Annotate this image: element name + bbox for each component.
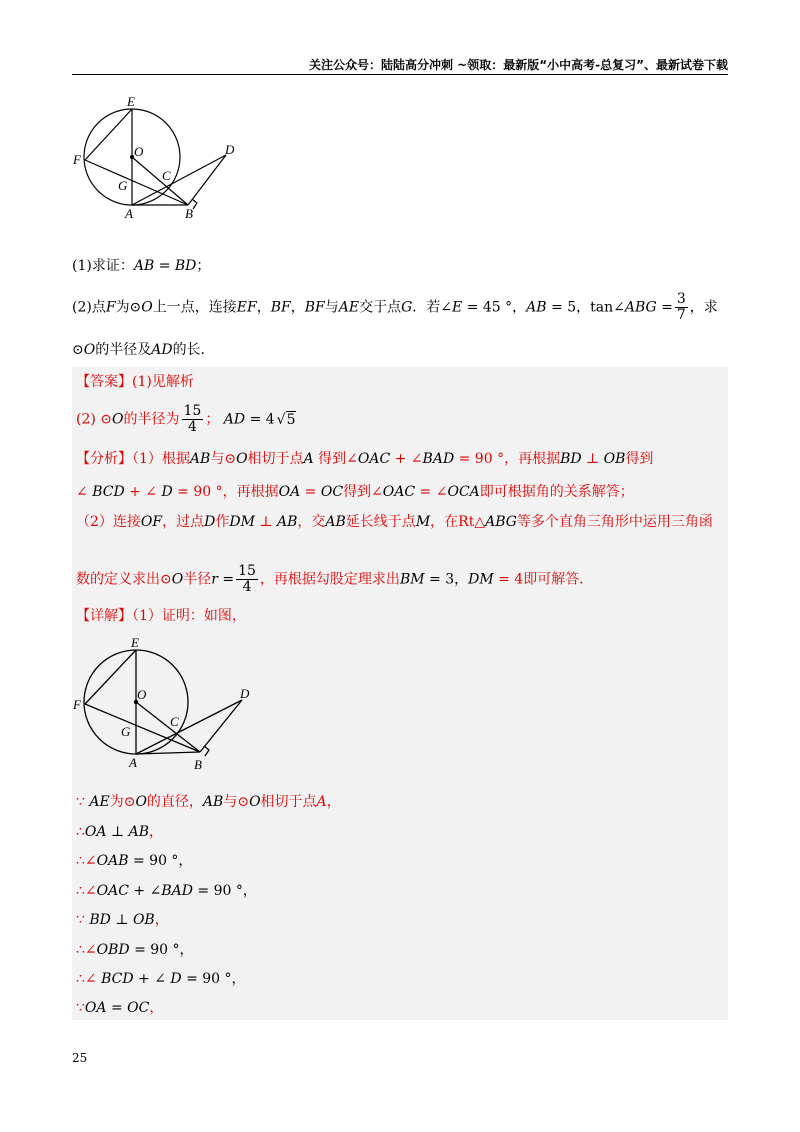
text-run: （2）连接	[76, 514, 141, 530]
fig1-label-E: E	[127, 94, 135, 109]
text-run: = 90 °，	[128, 853, 193, 869]
text-run: ∴∠	[76, 883, 97, 899]
text-run: D	[204, 514, 216, 530]
text-run: ，过点	[162, 514, 205, 530]
text-run: O	[249, 794, 261, 810]
detail-step-5	[76, 910, 169, 930]
fig1-label-B: B	[185, 206, 193, 221]
text-run: OAB	[96, 853, 129, 869]
geometry-figure-1	[68, 92, 248, 222]
analysis-line-4: 数的定义求出⊙O半径r = $\frac{15}{4}$ ，再根据勾股定理求出BM = 3，DM = 4即可解答．	[76, 563, 594, 595]
question-part-2: (2)点F为⊙O上一点，连接EF，BF，BF与AE交于点G．若∠E = 45 °，AB = 5，tan∠ABG = $\frac{3}{7}$ ，求	[72, 291, 718, 323]
fig1-label-G: G	[118, 178, 128, 193]
text-run: A	[303, 451, 314, 467]
text-run: OAC	[357, 451, 391, 467]
text-run: ∵	[76, 794, 90, 810]
text-run: AB	[325, 514, 346, 530]
text-run: OB	[132, 912, 155, 928]
detail-step-4	[76, 881, 257, 901]
analysis-line-3	[76, 512, 713, 532]
text-run: ∴∠	[76, 971, 102, 987]
text-run: BCD	[101, 971, 134, 987]
text-run: AB	[202, 794, 224, 810]
text-run: ，	[149, 1000, 164, 1016]
text-run: ∴∠	[76, 853, 97, 869]
text-run: OC	[127, 1000, 150, 1016]
text-run: ，交	[297, 514, 326, 530]
text-run: D	[170, 971, 182, 987]
text-run: O	[236, 451, 248, 467]
text-run: = 90 °，再根据	[454, 451, 561, 467]
analysis-line-2	[76, 482, 634, 502]
question-part-1: (1)求证：AB = BD；	[72, 258, 211, 274]
radius-fraction: $\frac{15}{4}$	[183, 403, 202, 435]
text-run: OC	[320, 484, 344, 500]
analysis-radius-fraction: $\frac{15}{4}$	[238, 563, 256, 595]
text-run: 得到∠	[343, 484, 383, 500]
tan-fraction: $\frac{3}{7}$	[676, 291, 686, 323]
answer-line-1: 【答案】(1)见解析	[76, 374, 194, 390]
fig2-label-G: G	[121, 724, 131, 739]
text-run: BCD	[92, 484, 125, 500]
text-run: = ∠	[415, 484, 448, 500]
text-run: A	[316, 794, 327, 810]
text-run: BD	[560, 451, 582, 467]
text-run: 的直径，	[146, 794, 203, 810]
fig2-label-O: O	[137, 687, 147, 702]
text-run: ∵	[76, 912, 90, 928]
text-run: OF	[140, 514, 163, 530]
answer-line-2: (2) ⊙O的半径为 $\frac{15}{4}$ ； AD = 4 √5	[76, 403, 296, 435]
text-run: OA	[278, 484, 301, 500]
text-run: 得到∠	[313, 451, 358, 467]
figure-2-svg	[68, 632, 268, 777]
text-run: D	[161, 484, 173, 500]
text-run: ，在Rt△	[430, 514, 486, 530]
text-run: BD	[89, 912, 111, 928]
text-run: 得到	[625, 451, 654, 467]
question-part-3: ⊙O的半径及AD的长．	[72, 342, 215, 358]
text-run: OBD	[96, 942, 130, 958]
text-run: = 90 °，	[181, 971, 246, 987]
detail-step-1	[76, 792, 341, 812]
detail-step-7	[76, 969, 246, 989]
text-run: = 90 °，再根据	[172, 484, 279, 500]
text-run: ∠	[76, 484, 93, 500]
text-run: BAD	[422, 451, 455, 467]
page-header: 关注公众号：陆陆高分冲刺 ~领取：最新版“小中高考-总复习”、最新试卷下载	[309, 58, 728, 72]
text-run: AB	[128, 824, 149, 840]
fig2-label-F: F	[73, 697, 81, 712]
text-run: = 90 °，	[192, 883, 257, 899]
text-run: + ∠	[133, 971, 171, 987]
text-run: BAD	[161, 883, 193, 899]
text-run: 即可根据角的关系解答；	[479, 484, 634, 500]
text-run: 相切于点	[260, 794, 317, 810]
analysis-l3	[76, 514, 713, 530]
text-run: ⊥	[106, 824, 129, 840]
fig2-label-E: E	[131, 635, 139, 650]
text-run: ，	[154, 912, 169, 928]
fig2-label-A: A	[129, 755, 137, 770]
text-run: OAC	[382, 484, 416, 500]
text-run: ⊥	[581, 451, 604, 467]
header-rule	[72, 74, 728, 75]
text-run: ∴∠	[76, 942, 97, 958]
text-run: 为⊙	[109, 794, 136, 810]
page-number: 25	[72, 1051, 88, 1065]
text-run: 与⊙	[210, 451, 237, 467]
text-run: 等多个直角三角形中运用三角函	[516, 514, 713, 530]
fig1-label-D: D	[225, 142, 235, 157]
detail-step-6	[76, 940, 194, 960]
text-run: ⊥	[254, 514, 277, 530]
analysis-line-1: 【分析】（1）根据AB与⊙O相切于点A 得到∠OAC + ∠BAD = 90 °，再根据BD ⊥ OB得到	[76, 451, 654, 467]
fig1-label-A: A	[125, 206, 133, 221]
text-run: OAC	[96, 883, 129, 899]
text-run: M	[415, 514, 431, 530]
fig2-label-C: C	[170, 714, 179, 729]
text-run: 延长线于点	[345, 514, 416, 530]
fig2-label-D: D	[240, 686, 250, 701]
fig1-label-O: O	[134, 144, 144, 159]
text-run: ，	[149, 824, 163, 840]
text-run: ，	[326, 794, 341, 810]
text-run: 作	[215, 514, 230, 530]
text-run: AB	[189, 451, 211, 467]
analysis-l2	[76, 484, 634, 500]
text-run: =	[106, 1000, 128, 1016]
fig2-label-B: B	[194, 757, 202, 772]
text-run: ⊥	[110, 912, 133, 928]
detail-step-3	[76, 851, 192, 871]
text-run: + ∠	[124, 484, 162, 500]
text-run: DM	[229, 514, 255, 530]
sqrt-five: 5	[286, 411, 296, 428]
text-run: =	[300, 484, 321, 500]
text-run: AB	[277, 514, 298, 530]
text-run: + ∠	[128, 883, 162, 899]
text-run: 相切于点	[247, 451, 304, 467]
text-run: + ∠	[390, 451, 423, 467]
geometry-figure-2	[68, 632, 268, 777]
text-run: O	[135, 794, 147, 810]
text-run: OCA	[447, 484, 480, 500]
text-run: 与⊙	[223, 794, 250, 810]
text-run: AE	[89, 794, 110, 810]
detail-step-2	[76, 822, 163, 842]
figure-1-svg	[68, 92, 248, 222]
text-run: OA	[84, 1000, 107, 1016]
text-run: ABG	[485, 514, 517, 530]
fig1-label-C: C	[162, 168, 171, 183]
text-run: OA	[84, 824, 107, 840]
detail-step-8	[76, 998, 163, 1018]
text-run: ∵	[76, 1000, 85, 1016]
text-run: （1）根据	[132, 451, 190, 467]
analysis-l1	[132, 451, 653, 467]
text-run: ∴	[76, 824, 85, 840]
fig1-label-F: F	[73, 152, 81, 167]
text-run: = 90 °，	[129, 942, 194, 958]
detail-line-1: 【详解】（1）证明：如图，	[76, 608, 246, 624]
text-run: OB	[603, 451, 626, 467]
